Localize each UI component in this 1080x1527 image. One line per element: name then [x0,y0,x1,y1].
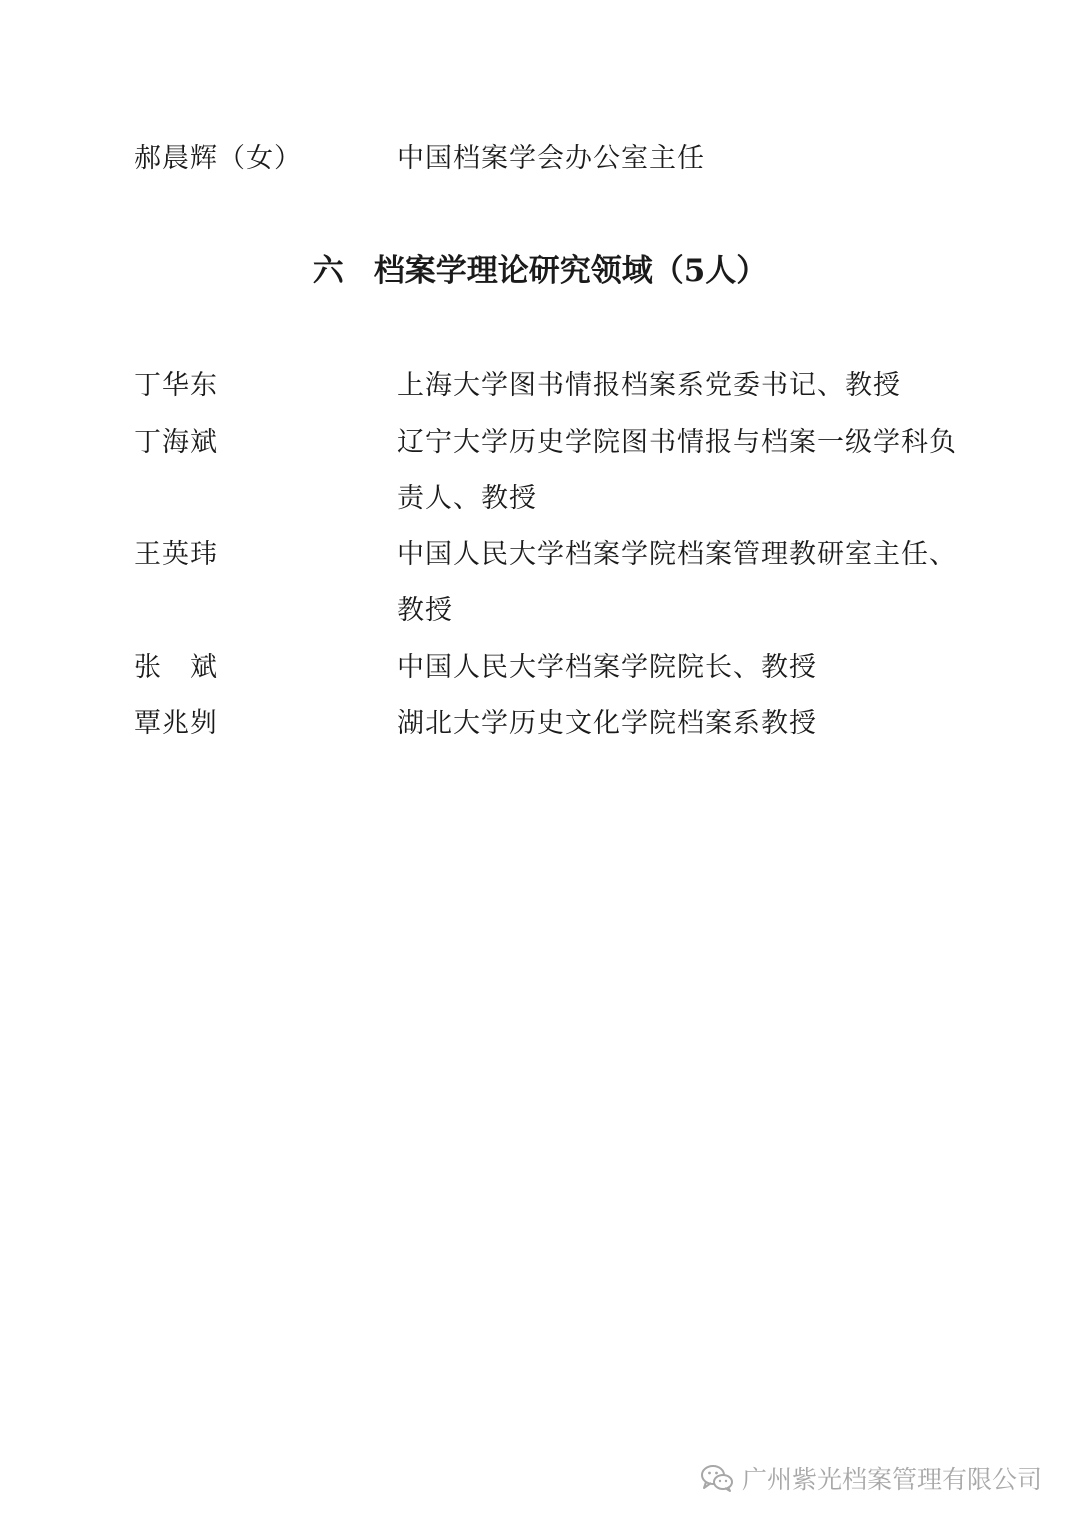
section-title: 档案学理论研究领域（5人） [373,253,768,289]
member-title: 上海大学图书情报档案系党委书记、教授 [397,370,901,401]
member-name: 郝晨辉（女） [134,143,302,174]
member-title: 中国档案学会办公室主任 [397,143,705,174]
member-name: 丁海斌 [134,427,218,458]
member-name: 张 斌 [134,652,218,683]
member-title: 辽宁大学历史学院图书情报与档案一级学科负责人、教授 [397,427,957,514]
member-title: 中国人民大学档案学院院长、教授 [397,652,817,683]
member-name: 王英玮 [134,539,218,570]
member-name: 丁华东 [134,370,218,401]
section-heading [0,246,1080,296]
member-name: 覃兆刿 [134,708,218,739]
watermark [700,1456,1042,1500]
wechat-icon [700,1463,734,1493]
section-number: 六 [312,253,344,289]
watermark-text: 广州紫光档案管理有限公司 [741,1465,1042,1494]
member-title: 湖北大学历史文化学院档案系教授 [397,708,817,739]
member-title: 中国人民大学档案学院档案管理教研室主任、教授 [397,539,957,626]
